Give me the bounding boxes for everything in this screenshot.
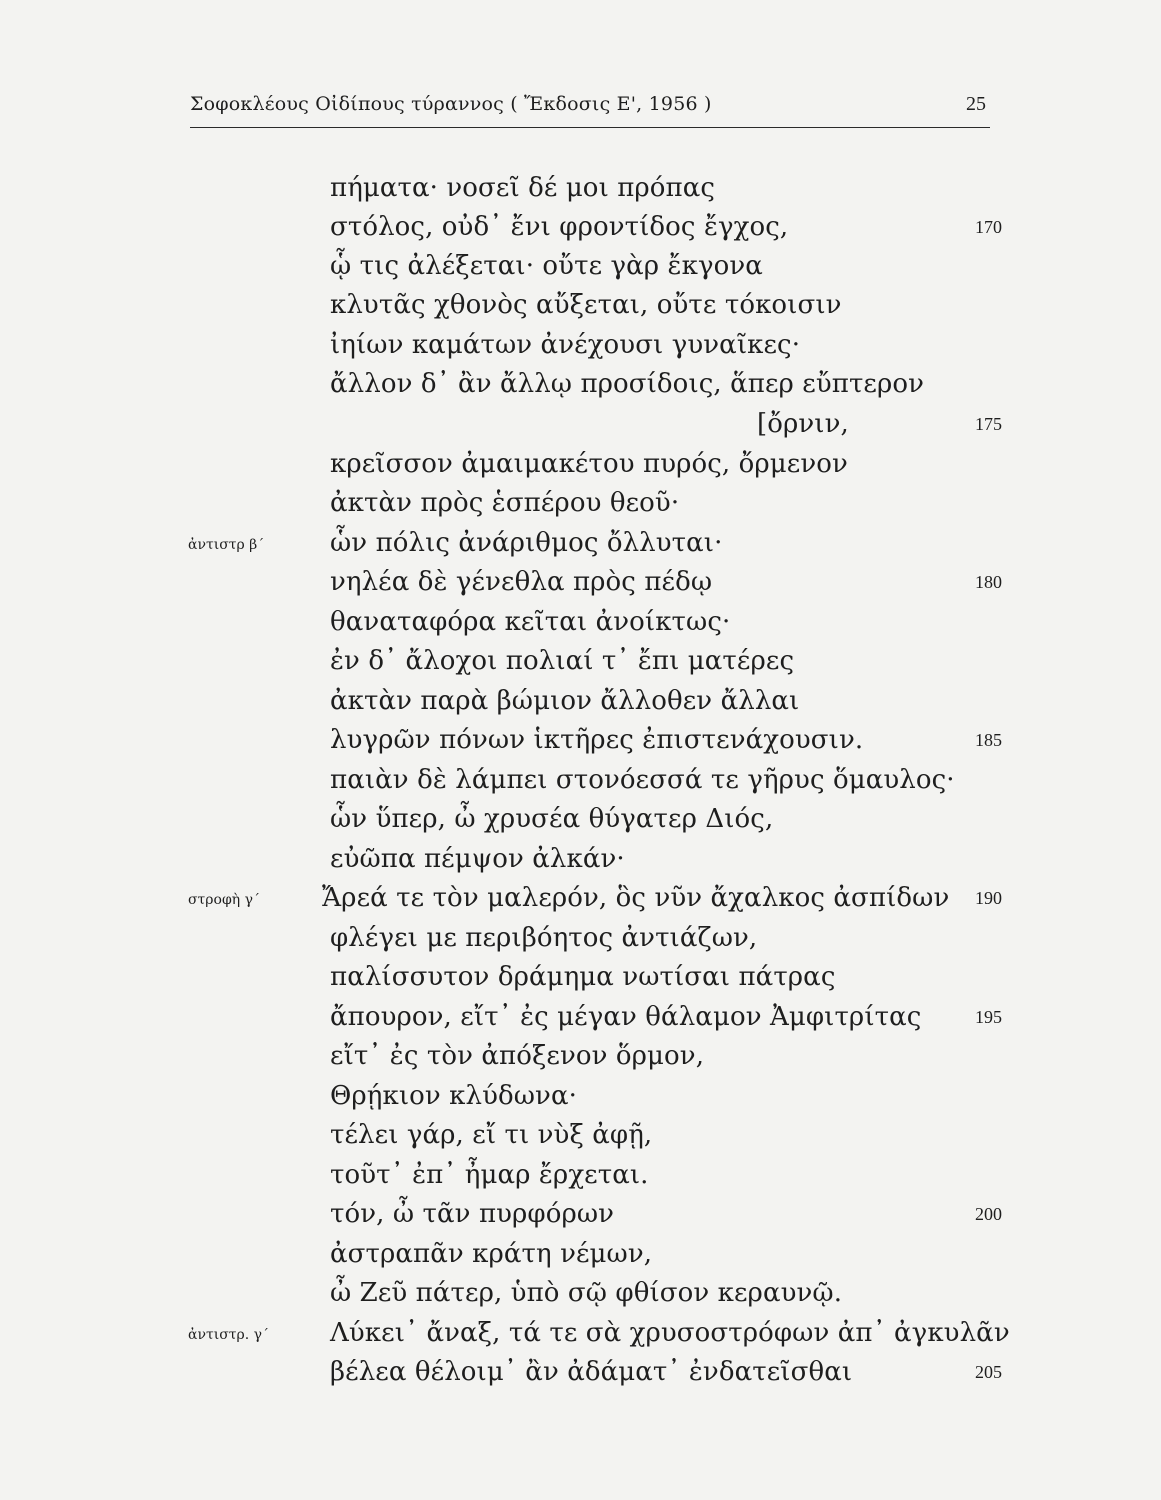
line-number: 200 [975,1204,1002,1224]
verse-line [0,878,1161,918]
verse-text: ἀκτὰν παρὰ βώμιον ἄλλοθεν ἄλλαι [330,686,800,716]
verse-line [0,562,1161,602]
verse-text: ὧν πόλις ἀνάριθμος ὄλλυται· [330,528,723,558]
verse-text: ἄλλον δ᾽ ἂν ἄλλῳ προσίδοις, ἅπερ εὔπτερον [330,369,925,399]
verse-text: τόν, ὦ τᾶν πυρφόρων [330,1199,615,1229]
verse-line [0,364,1161,404]
verse-text: τοῦτ᾽ ἐπ᾽ ἦμαρ ἔρχεται. [330,1160,649,1190]
verse-text: Λύκει᾽ ἄναξ, τά τε σὰ χρυσοστρόφων ἀπ᾽ ἀγκυλᾶν [330,1318,1010,1348]
verse-text: παλίσσυτον δράμημα νωτίσαι πάτρας [330,962,836,992]
verse-line [0,1234,1161,1274]
verse-text: φλέγει με περιβόητος ἀντιάζων, [330,923,758,953]
page-header [190,93,990,128]
section-label: ἀντιστρ β΄ [188,537,265,553]
verse-line [0,285,1161,325]
verse-line [0,641,1161,681]
verse-line [0,957,1161,997]
verse-text: ὧν ὕπερ, ὦ χρυσέα θύγατερ Διός, [330,804,774,834]
verse-text: πήματα· νοσεῖ δέ μοι πρόπας [330,173,716,203]
verse-line [0,1036,1161,1076]
verse-line [0,246,1161,286]
verse-line [0,523,1161,563]
verse-line [0,918,1161,958]
verse-line [0,760,1161,800]
line-number: 185 [975,730,1002,750]
verse-line [0,1194,1161,1234]
verse-text: εὐῶπα πέμψον ἀλκάν· [330,844,625,874]
running-title: Σοφοκλέους Οἰδίπους τύραννος ( Ἔκδοσις Ε', 1956 ) [190,93,712,115]
verse-line [0,681,1161,721]
verse-text: κρεῖσσον ἀμαιμακέτου πυρός, ὄρμενον [330,449,848,479]
verse-text: νηλέα δὲ γένεθλα πρὸς πέδῳ [330,567,713,597]
verse-text: κλυτᾶς χθονὸς αὔξεται, οὔτε τόκοισιν [330,290,842,320]
verse-line [0,1352,1161,1392]
verse-line [0,997,1161,1037]
verse-line [0,799,1161,839]
verse-text: Ἄρεά τε τὸν μαλερόν, ὃς νῦν ἄχαλκος ἀσπίδων [322,883,950,913]
verse-text: εἴτ᾽ ἐς τὸν ἀπόξενον ὅρμον, [330,1041,705,1071]
line-number: 180 [975,572,1002,592]
verse-text: ἰηίων καμάτων ἀνέχουσι γυναῖκες· [330,330,801,360]
verse-text: στόλος, οὐδ᾽ ἔνι φροντίδος ἔγχος, [330,212,789,242]
verse-line [0,325,1161,365]
verse-text: παιὰν δὲ λάμπει στονόεσσά τε γῆρυς ὅμαυλος· [330,765,955,795]
line-number: 190 [975,888,1002,908]
line-number: 205 [975,1362,1002,1382]
line-number: 175 [975,414,1002,434]
verse-text: βέλεα θέλοιμ᾽ ἂν ἀδάματ᾽ ἐνδατεῖσθαι [330,1357,853,1387]
verse-line [0,839,1161,879]
verse-text: θαναταφόρα κεῖται ἀνοίκτως· [330,607,731,637]
verse-line [0,1273,1161,1313]
verse-text: ᾧ τις ἀλέξεται· οὔτε γὰρ ἔκγονα [330,251,763,281]
verse-text-continuation: [ὄρνιν, [757,409,849,439]
verse-line [0,444,1161,484]
verse-text: ἐν δ᾽ ἄλοχοι πολιαί τ᾽ ἔπι ματέρες [330,646,795,676]
verse-line [0,602,1161,642]
verse-text: ὦ Ζεῦ πάτερ, ὑπὸ σῷ φθίσον κεραυνῷ. [330,1278,843,1308]
verse-line [0,483,1161,523]
verse-line [0,207,1161,247]
verse-line [0,404,1161,444]
verse-line [0,168,1161,208]
verse-line [0,1115,1161,1155]
verse-text: τέλει γάρ, εἴ τι νὺξ ἀφῇ, [330,1120,653,1150]
line-number: 170 [975,217,1002,237]
verse-text: ἀστραπᾶν κράτη νέμων, [330,1239,653,1269]
verse-line [0,720,1161,760]
verse-text: ἄπουρον, εἴτ᾽ ἐς μέγαν θάλαμον Ἀμφιτρίτας [330,1002,922,1032]
verse-text: Θρῄκιον κλύδωνα· [330,1081,577,1111]
verse-text: λυγρῶν πόνων ἱκτῆρες ἐπιστενάχουσιν. [330,725,864,755]
page-number: 25 [966,93,986,115]
verse-line [0,1313,1161,1353]
section-label: ἀντιστρ. γ΄ [188,1327,269,1343]
verse-line [0,1155,1161,1195]
verse-text: ἀκτὰν πρὸς ἑσπέρου θεοῦ· [330,488,680,518]
section-label: στροφὴ γ΄ [188,892,260,908]
verse-line [0,1076,1161,1116]
line-number: 195 [975,1007,1002,1027]
